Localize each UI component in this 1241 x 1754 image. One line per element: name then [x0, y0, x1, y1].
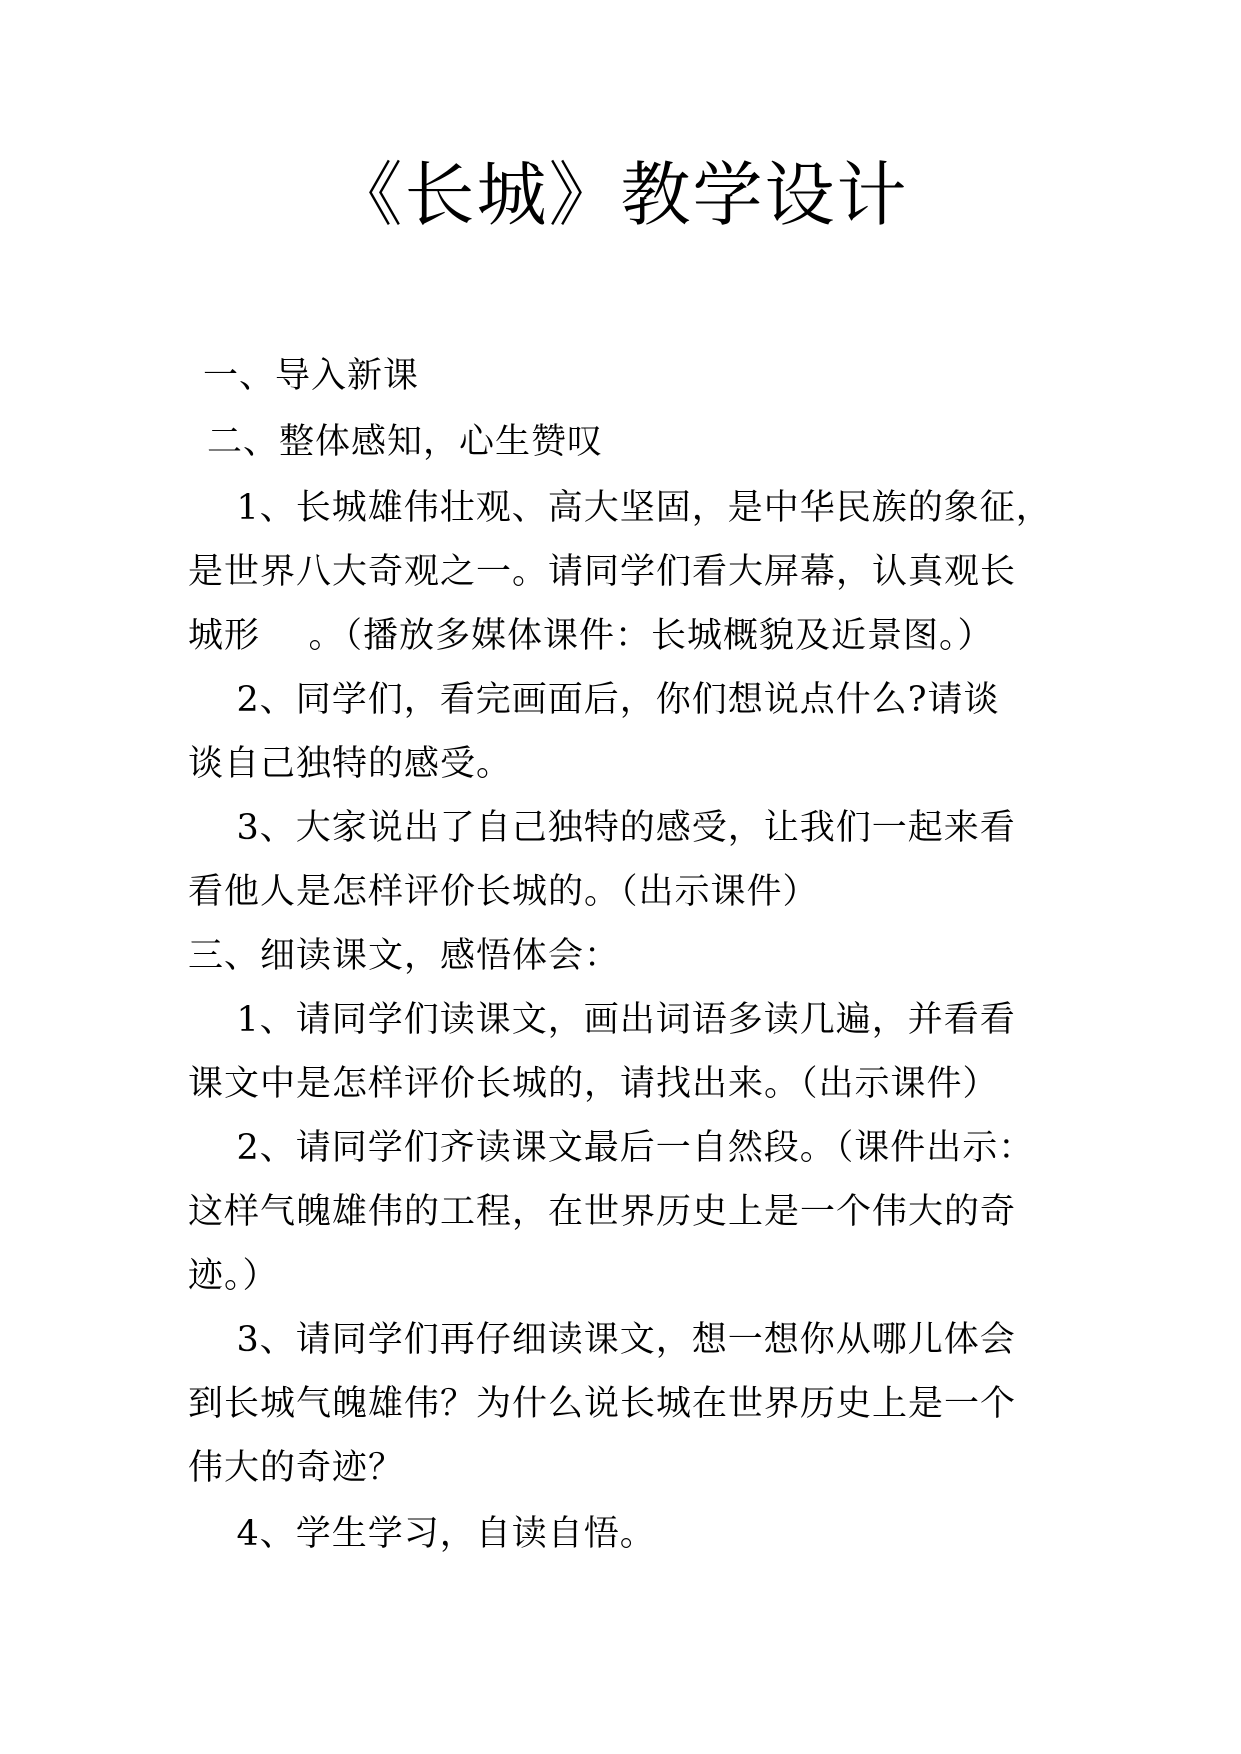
paragraph-line: 2、请同学们齐读课文最后一自然段。（课件出示： [188, 1128, 1035, 1168]
paragraph-line: 3、大家说出了自己独特的感受，让我们一起来看 [188, 808, 1016, 848]
paragraph-line: 这样气魄雄伟的工程，在世界历史上是一个伟大的奇 [188, 1192, 1017, 1232]
paragraph-line: 到长城气魄雄伟？为什么说长城在世界历史上是一个 [188, 1384, 1017, 1424]
paragraph-line: 课文中是怎样评价长城的，请找出来。（出示课件） [188, 1064, 999, 1104]
paragraph-line: 2、同学们，看完画面后，你们想说点什么?请谈 [188, 680, 1000, 720]
document-title: 《长城》教学设计 [332, 154, 909, 236]
paragraph-line: 1、请同学们读课文，画出词语多读几遍，并看看 [188, 1000, 1016, 1040]
paragraph-line: 看他人是怎样评价长城的。（出示课件） [188, 872, 819, 912]
paragraph-line: 谈自己独特的感受。 [188, 744, 513, 784]
paragraph-line: 3、请同学们再仔细读课文，想一想你从哪儿体会 [188, 1320, 1016, 1360]
paragraph-line: 1、长城雄伟壮观、高大坚固，是中华民族的象征， [188, 488, 1052, 528]
paragraph-line: 迹。） [188, 1256, 279, 1296]
section-heading-3: 三、细读课文，感悟体会： [188, 936, 621, 976]
section-heading-1: 一、导入新课 [203, 356, 420, 396]
paragraph-line: 伟大的奇迹？ [188, 1448, 405, 1488]
paragraph-line: 4、学生学习，自读自悟。 [188, 1514, 656, 1554]
section-heading-2: 二、整体感知，心生赞叹 [207, 422, 604, 462]
paragraph-line: 是世界八大奇观之一。请同学们看大屏幕，认真观长 [188, 552, 1017, 592]
paragraph-line: 城形 。（播放多媒体课件：长城概貌及近景图。） [188, 616, 994, 656]
